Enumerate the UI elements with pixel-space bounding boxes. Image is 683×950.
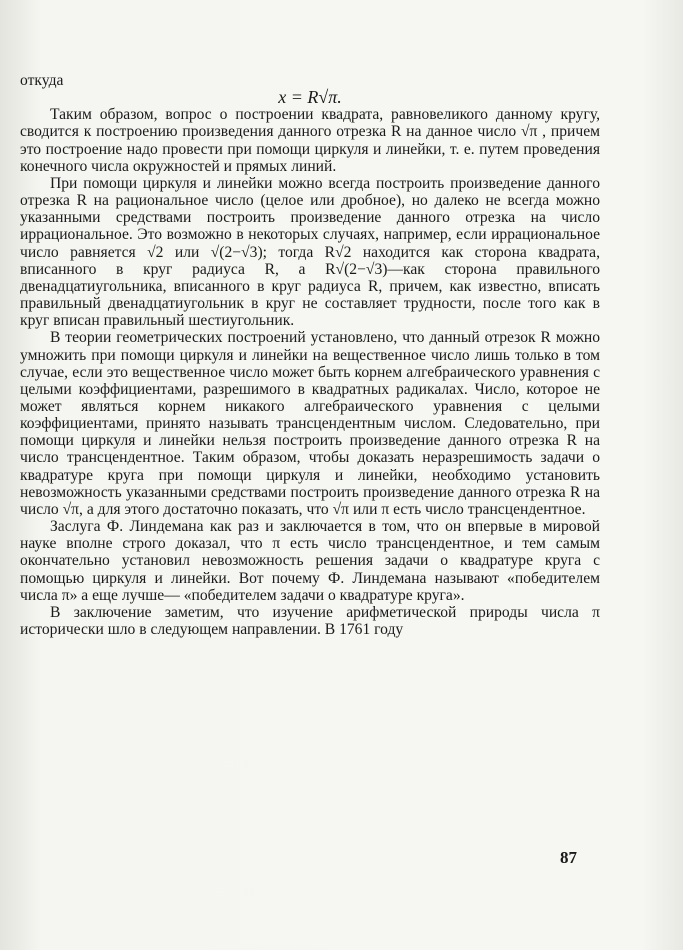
- page-body: [20, 72, 600, 638]
- lead-word: откуда: [20, 72, 64, 89]
- paragraph-2: При помощи циркуля и линейки можно всегда построить произведение данного отрезка R на рациональное число (целое или дробное), но далеко не всегда можно указанными средствами построить произведение данного отрезка на число иррациональное. Это возможно в некоторых случаях, например, если иррациональное число равняется √2 или √(2−√3); тогда R√2 находится как сторона квадрата, вписанного в круг радиуса R, а R√(2−√3)—как сторона правильного двенадцатиугольника, вписанного в круг радиуса R, причем, как известно, вписать правильный двенадцатиугольник в круг не составляет трудности, после того как в круг вписан правильный шестиугольник.: [20, 174, 600, 330]
- formula: x = R√π.: [278, 87, 342, 108]
- paragraph-1: Таким образом, вопрос о построении квадрата, равновеликого данному кругу, сводится к построению произведения данного отрезка R на данное число √π , причем это построение надо провести при помощи циркуля и линейки, т. е. путем проведения конечного числа окружностей и прямых линий.: [20, 106, 600, 175]
- paragraph-5: В заключение заметим, что изучение арифметической природы числа π исторически шло в следующем направлении. В 1761 году: [20, 603, 600, 638]
- page-number: 87: [560, 848, 577, 867]
- paragraph-3: В теории геометрических построений установлено, что данный отрезок R можно умножить при помощи циркуля и линейки на вещественное число лишь только в том случае, если это вещественное число может быть корнем алгебраического уравнения с целыми коэффициентами, разрешимого в квадратных радикалах. Число, которое не может являться корнем никакого алгебраического уравнения с целыми коэффициентами, принято называть трансцендентным числом. Следовательно, при помощи циркуля и линейки нельзя построить произведение данного отрезка R на число трансцендентное. Таким образом, чтобы доказать неразрешимость задачи о квадратуре круга при помощи циркуля и линейки, необходимо установить невозможность указанными средствами построить произведение данного отрезка R на число √π, а для этого достаточно показать, что √π или π есть число трансцендентное.: [20, 329, 600, 518]
- paragraph-4: Заслуга Ф. Линдемана как раз и заключается в том, что он впервые в мировой науке вполне строго доказал, что π есть число трансцендентное, и тем самым окончательно установил невозможность решения задачи о квадратуре круга с помощью циркуля и линейки. Вот почему Ф. Линдемана называют «победителем числа π» а еще лучше— «победителем задачи о квадратуре круга».: [20, 518, 600, 604]
